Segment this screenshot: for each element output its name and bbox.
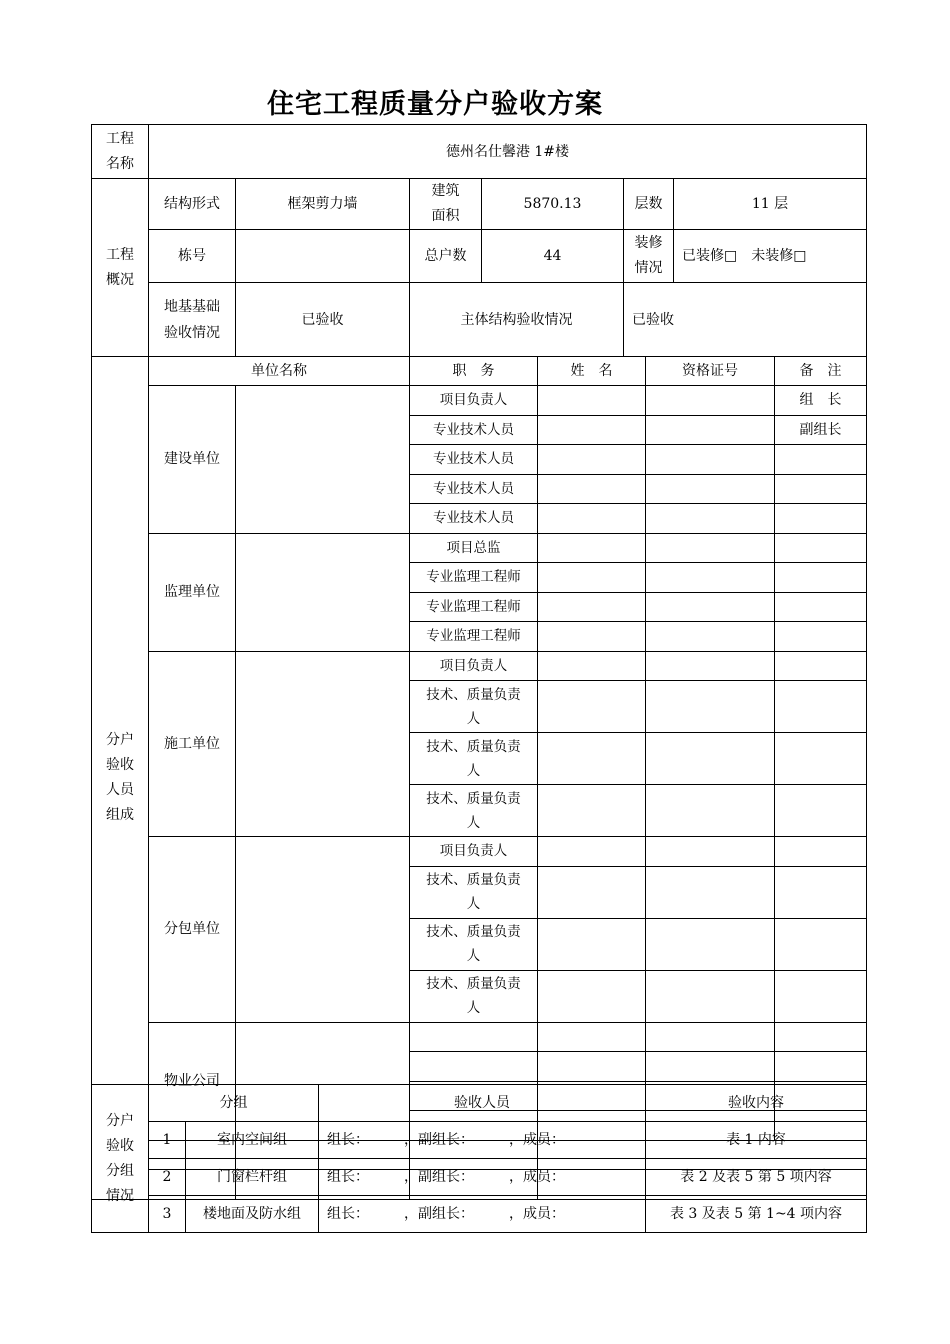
name-cell[interactable] <box>538 651 646 681</box>
role-cell: 专业监理工程师 <box>410 592 538 622</box>
cert-cell[interactable] <box>646 504 775 534</box>
cert-cell[interactable] <box>646 592 775 622</box>
group-name: 楼地面及防水组 <box>186 1196 319 1233</box>
main-structure-label: 主体结构验收情况 <box>410 283 624 357</box>
name-cell[interactable] <box>538 918 646 970</box>
structure-label: 结构形式 <box>149 179 236 230</box>
role-cell: 技术、质量负责人 <box>410 785 538 837</box>
staff-header: 验收人员 <box>319 1085 646 1122</box>
group-content: 表 3 及表 5 第 1~4 项内容 <box>646 1196 867 1233</box>
remark-cell <box>775 592 867 622</box>
cert-cell[interactable] <box>646 918 775 970</box>
remark-cell <box>775 474 867 504</box>
role-cell: 项目负责人 <box>410 837 538 867</box>
group-name: 门窗栏杆组 <box>186 1159 319 1196</box>
personnel-header-row <box>92 357 867 386</box>
remark-cell: 组 长 <box>775 386 867 416</box>
group-staff[interactable]: 组长： ，副组长： ，成员： <box>319 1159 646 1196</box>
remark-cell: 副组长 <box>775 415 867 445</box>
cert-cell[interactable] <box>646 866 775 918</box>
unit-value-field[interactable] <box>236 386 410 534</box>
foundation-value: 已验收 <box>236 283 410 357</box>
project-name-label: 工程 名称 <box>92 125 149 179</box>
remark-header: 备 注 <box>775 357 867 386</box>
role-cell: 技术、质量负责人 <box>410 681 538 733</box>
group-row <box>92 1122 867 1159</box>
cert-cell[interactable] <box>646 970 775 1022</box>
floors-value: 11 层 <box>674 179 867 230</box>
name-cell[interactable] <box>538 1052 646 1082</box>
role-cell: 技术、质量负责人 <box>410 733 538 785</box>
structure-value: 框架剪力墙 <box>236 179 410 230</box>
group-no: 3 <box>149 1196 186 1233</box>
role-cell: 项目负责人 <box>410 651 538 681</box>
name-cell[interactable] <box>538 386 646 416</box>
cert-cell[interactable] <box>646 733 775 785</box>
unit-name: 分包单位 <box>149 837 236 1023</box>
unit-name: 施工单位 <box>149 651 236 837</box>
cert-cell[interactable] <box>646 415 775 445</box>
remark-cell <box>775 1052 867 1082</box>
cert-cell[interactable] <box>646 785 775 837</box>
role-cell: 专业技术人员 <box>410 504 538 534</box>
remark-cell <box>775 837 867 867</box>
name-cell[interactable] <box>538 592 646 622</box>
personnel-table <box>91 356 867 1200</box>
overview-label: 工程 概况 <box>92 179 149 357</box>
content-header: 验收内容 <box>646 1085 867 1122</box>
cert-header: 资格证号 <box>646 357 775 386</box>
name-cell[interactable] <box>538 866 646 918</box>
remark-cell <box>775 866 867 918</box>
role-cell: 技术、质量负责人 <box>410 866 538 918</box>
group-staff[interactable]: 组长： ，副组长： ，成员： <box>319 1196 646 1233</box>
remark-cell <box>775 918 867 970</box>
cert-cell[interactable] <box>646 474 775 504</box>
name-cell[interactable] <box>538 1022 646 1052</box>
project-info-table <box>91 124 867 357</box>
role-cell <box>410 1022 538 1052</box>
remark-cell <box>775 681 867 733</box>
personnel-section-label: 分户 验收 人员 组成 <box>92 357 149 1200</box>
building-no-value[interactable] <box>236 230 410 283</box>
cert-cell[interactable] <box>646 837 775 867</box>
remark-cell <box>775 733 867 785</box>
group-content: 表 1 内容 <box>646 1122 867 1159</box>
building-no-label: 栋号 <box>149 230 236 283</box>
personnel-row <box>92 533 867 563</box>
name-cell[interactable] <box>538 785 646 837</box>
role-cell: 项目总监 <box>410 533 538 563</box>
cert-cell[interactable] <box>646 1052 775 1082</box>
role-cell: 项目负责人 <box>410 386 538 416</box>
personnel-row <box>92 651 867 681</box>
personnel-row <box>92 386 867 416</box>
unit-name: 物业公司 <box>149 1022 236 1140</box>
name-cell[interactable] <box>538 415 646 445</box>
unit-header: 单位名称 <box>149 357 410 386</box>
name-cell[interactable] <box>538 504 646 534</box>
cert-cell[interactable] <box>646 622 775 652</box>
role-cell: 技术、质量负责人 <box>410 918 538 970</box>
unit-value-field[interactable] <box>236 651 410 837</box>
name-cell[interactable] <box>538 474 646 504</box>
main-structure-value: 已验收 <box>624 283 867 357</box>
name-cell[interactable] <box>538 533 646 563</box>
group-staff[interactable]: 组长： ，副组长： ，成员： <box>319 1122 646 1159</box>
name-cell[interactable] <box>538 622 646 652</box>
project-name-value: 德州名仕馨港 1#楼 <box>149 125 867 179</box>
remark-cell <box>775 651 867 681</box>
foundation-label: 地基基础 验收情况 <box>149 283 236 357</box>
cert-cell[interactable] <box>646 386 775 416</box>
role-cell <box>410 1052 538 1082</box>
remark-cell <box>775 970 867 1022</box>
name-cell[interactable] <box>538 681 646 733</box>
group-row <box>92 1159 867 1196</box>
remark-cell <box>775 563 867 593</box>
cert-cell[interactable] <box>646 563 775 593</box>
group-name: 室内空间组 <box>186 1122 319 1159</box>
name-cell[interactable] <box>538 970 646 1022</box>
name-cell[interactable] <box>538 563 646 593</box>
role-cell: 专业监理工程师 <box>410 563 538 593</box>
cert-cell[interactable] <box>646 1022 775 1052</box>
remark-cell <box>775 504 867 534</box>
name-header: 姓 名 <box>538 357 646 386</box>
role-cell: 专业技术人员 <box>410 445 538 475</box>
cert-cell[interactable] <box>646 533 775 563</box>
groups-table <box>91 1084 867 1233</box>
group-row <box>92 1196 867 1233</box>
page-title: 住宅工程质量分户验收方案 <box>267 89 603 120</box>
remark-cell <box>775 445 867 475</box>
remark-cell <box>775 785 867 837</box>
remark-cell <box>775 533 867 563</box>
personnel-row <box>92 837 867 867</box>
households-label: 总户数 <box>410 230 482 283</box>
name-cell[interactable] <box>538 837 646 867</box>
role-cell: 专业技术人员 <box>410 474 538 504</box>
group-header: 分组 <box>149 1085 319 1122</box>
name-cell[interactable] <box>538 733 646 785</box>
role-cell: 技术、质量负责人 <box>410 970 538 1022</box>
role-header: 职 务 <box>410 357 538 386</box>
unit-name: 监理单位 <box>149 533 236 651</box>
name-cell[interactable] <box>538 445 646 475</box>
role-cell: 专业监理工程师 <box>410 622 538 652</box>
remark-cell <box>775 622 867 652</box>
cert-cell[interactable] <box>646 445 775 475</box>
decoration-value[interactable]: 已装修□ 未装修□ <box>674 230 867 283</box>
cert-cell[interactable] <box>646 681 775 733</box>
households-value: 44 <box>482 230 624 283</box>
area-label: 建筑 面积 <box>410 179 482 230</box>
unit-value-field[interactable] <box>236 837 410 1023</box>
floors-label: 层数 <box>624 179 674 230</box>
cert-cell[interactable] <box>646 651 775 681</box>
group-content: 表 2 及表 5 第 5 项内容 <box>646 1159 867 1196</box>
group-no: 2 <box>149 1159 186 1196</box>
unit-name: 建设单位 <box>149 386 236 534</box>
remark-cell <box>775 1022 867 1052</box>
groups-section-label: 分户 验收 分组 情况 <box>92 1085 149 1233</box>
role-cell: 专业技术人员 <box>410 415 538 445</box>
decoration-label: 装修 情况 <box>624 230 674 283</box>
group-no: 1 <box>149 1122 186 1159</box>
personnel-row <box>92 1022 867 1052</box>
area-value: 5870.13 <box>482 179 624 230</box>
unit-value-field[interactable] <box>236 533 410 651</box>
